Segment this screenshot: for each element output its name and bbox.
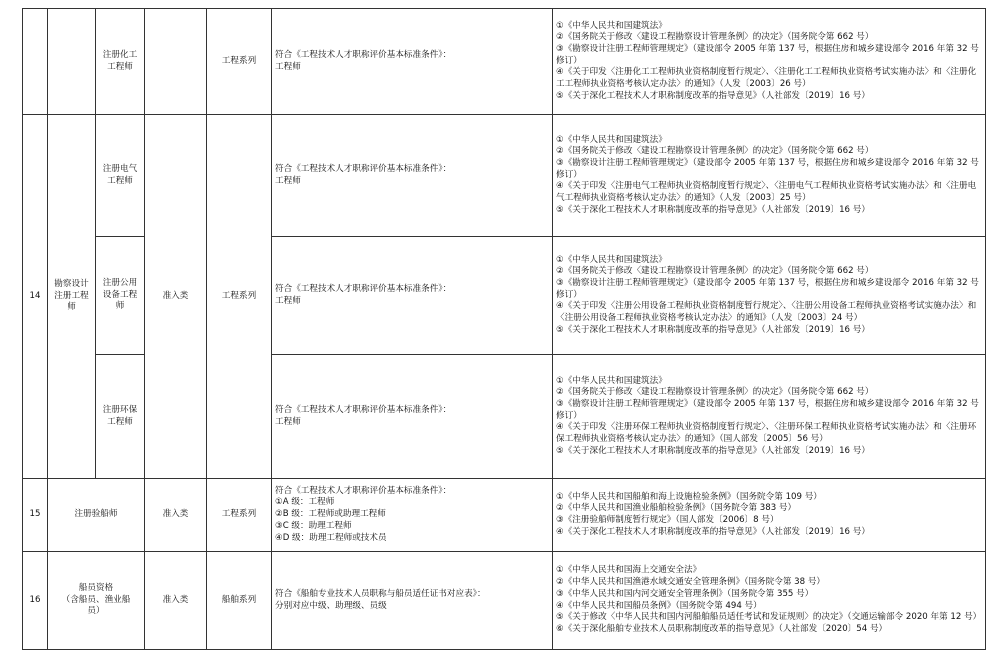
- basis-item: ②《国务院关于修改〈建设工程勘察设计管理条例〉的决定》（国务院令第 662 号）: [556, 387, 874, 398]
- category-cell: [145, 552, 207, 650]
- basis-item: ③《勘察设计注册工程师管理规定》（建设部令 2005 年第 137 号，根据住房和城乡建设部令 2016 年第 32 号修订）: [556, 43, 979, 66]
- qualification-cell: [272, 355, 553, 479]
- qualification-line: 符合《工程技术人才职称评价基本标准条件》：: [275, 283, 452, 294]
- basis-cell: [553, 9, 986, 115]
- basis-item: ③《中华人民共和国内河交通安全管理条例》（国务院令第 355 号）: [556, 588, 814, 599]
- basis-cell: [553, 355, 986, 479]
- basis-item: ②《国务院关于修改〈建设工程勘察设计管理条例〉的决定》（国务院令第 662 号）: [556, 146, 874, 157]
- sub-qualification-cell: [96, 237, 145, 355]
- basis-item: ①《中华人民共和国建筑法》: [556, 375, 667, 386]
- sub-qualification-cell: [96, 355, 145, 479]
- category-label: 准入类: [162, 509, 189, 520]
- qualification-cell: [272, 479, 553, 552]
- row-number-cell: [23, 115, 48, 479]
- basis-item: ②《国务院关于修改〈建设工程勘察设计管理条例〉的决定》（国务院令第 662 号）: [556, 32, 874, 43]
- qualification-name-cell: [48, 479, 145, 552]
- table-row: [23, 115, 986, 237]
- basis-item: ④《关于印发〈注册电气工程师执业资格制度暂行规定〉、〈注册电气工程师执业资格考试实施办法〉和〈注册电气工程师执业资格考核认定办法〉的通知》（人发〔2003〕25 号）: [556, 181, 977, 204]
- category-label: 准入类: [162, 290, 189, 301]
- qualification-line: ④D 级：助理工程师或技术员: [275, 532, 387, 543]
- qualification-line: 分别对应中级、助理级、员级: [275, 600, 387, 611]
- qualification-line: 符合《船舶专业技术人员职称与船员适任证书对应表》：: [275, 588, 486, 599]
- basis-item: ①《中华人民共和国建筑法》: [556, 254, 667, 265]
- basis-item: ⑤《关于深化工程技术人才职称制度改革的指导意见》（人社部发〔2019〕16 号）: [556, 445, 870, 456]
- basis-item: ②《中华人民共和国渔港水域交通安全管理条例》（国务院令第 38 号）: [556, 577, 826, 588]
- sub-qualification-cell: [96, 115, 145, 237]
- basis-cell: [553, 479, 986, 552]
- qualification-cell: [272, 237, 553, 355]
- qualification-name: 船员资格 （含船员、渔业船 员）: [61, 582, 131, 617]
- category-cell: [145, 115, 207, 479]
- qualification-cell: [272, 552, 553, 650]
- qualification-line: 符合《工程技术人才职称评价基本标准条件》：: [275, 163, 452, 174]
- row-number-cell: [23, 9, 48, 115]
- basis-item: ③《注册验船师制度暂行规定》（国人部发〔2006〕8 号）: [556, 515, 779, 525]
- basis-cell: [553, 237, 986, 355]
- basis-item: ③《勘察设计注册工程师管理规定》（建设部令 2005 年第 137 号，根据住房和城乡建设部令 2016 年第 32 号修订）: [556, 277, 979, 300]
- sub-qualification-cell: [96, 9, 145, 115]
- sub-qualification-label: 注册环保 工程师: [102, 404, 138, 427]
- series-label: 工程系列: [221, 509, 257, 520]
- row-number-cell: [23, 552, 48, 650]
- qualification-line: ③C 级：助理工程师: [275, 520, 352, 531]
- series-label: 船舶系列: [221, 594, 257, 605]
- qualification-cell: [272, 115, 553, 237]
- series-cell: [207, 115, 272, 479]
- category-cell: [145, 479, 207, 552]
- category-label: 准入类: [162, 594, 189, 605]
- qualification-name-cell: [48, 9, 96, 115]
- table-row: [23, 479, 986, 552]
- qualification-cell: [272, 9, 553, 115]
- table-row: [23, 9, 986, 115]
- series-label: 工程系列: [221, 290, 257, 301]
- basis-item: ①《中华人民共和国建筑法》: [556, 20, 667, 31]
- qualification-line: 工程师: [275, 61, 301, 72]
- qualification-name-cell: [48, 552, 145, 650]
- basis-item: ⑥《关于深化船舶专业技术人员职称制度改革的指导意见》（人社部发〔2020〕54 号）: [556, 623, 888, 634]
- qualification-line: 符合《工程技术人才职称评价基本标准条件》：: [275, 49, 452, 60]
- basis-item: ①《中华人民共和国船舶和海上设施检验条例》（国务院令第 109 号）: [556, 491, 822, 502]
- row-number: 14: [29, 290, 41, 301]
- basis-item: ④《中华人民共和国船员条例》（国务院令第 494 号）: [556, 600, 762, 611]
- basis-item: ④《关于印发〈注册环保工程师执业资格制度暂行规定〉、〈注册环保工程师执业资格考试实施办法〉和〈注册环保工程师执业资格考核认定办法〉的通知》（国人部发〔2005〕56 号）: [556, 422, 977, 445]
- basis-item: ③《勘察设计注册工程师管理规定》（建设部令 2005 年第 137 号，根据住房和城乡建设部令 2016 年第 32 号修订）: [556, 398, 979, 421]
- table-row: [23, 552, 986, 650]
- sub-qualification-label: 注册化工 工程师: [102, 49, 138, 72]
- series-cell: [207, 552, 272, 650]
- basis-item: ②《国务院关于修改〈建设工程勘察设计管理条例〉的决定》（国务院令第 662 号）: [556, 266, 874, 277]
- basis-cell: [553, 115, 986, 237]
- series-label: 工程系列: [221, 55, 257, 66]
- qualification-line: ①A 级：工程师: [275, 497, 335, 508]
- row-number-cell: [23, 479, 48, 552]
- basis-item: ④《关于印发〈注册化工工程师执业资格制度暂行规定〉、〈注册化工工程师执业资格考试实施办法〉和〈注册化工工程师执业资格考核认定办法〉的通知》（人发〔2003〕26 号）: [556, 67, 977, 90]
- qualification-line: 符合《工程技术人才职称评价基本标准条件》：: [275, 485, 452, 496]
- row-number: 16: [29, 594, 41, 605]
- basis-item: ④《关于印发〈注册公用设备工程师执业资格制度暂行规定〉、〈注册公用设备工程师执业资格考试实施办法〉和〈注册公用设备工程师执业资格考核认定办法〉的通知》（人发〔2003〕24 号）: [556, 301, 977, 324]
- basis-item: ①《中华人民共和国海上交通安全法》: [556, 565, 702, 576]
- basis-item: ⑤《关于深化工程技术人才职称制度改革的指导意见》（人社部发〔2019〕16 号）: [556, 324, 870, 335]
- sub-qualification-label: 注册电气 工程师: [102, 163, 138, 186]
- row-number: 15: [29, 509, 41, 520]
- basis-item: ①《中华人民共和国建筑法》: [556, 134, 667, 145]
- category-cell: [145, 9, 207, 115]
- basis-item: ④《关于深化工程技术人才职称制度改革的指导意见》（人社部发〔2019〕16 号）: [556, 526, 870, 537]
- series-cell: [207, 9, 272, 115]
- basis-item: ②《中华人民共和国渔业船舶检验条例》（国务院令第 383 号）: [556, 503, 797, 514]
- series-cell: [207, 479, 272, 552]
- basis-item: ⑤《关于修改〈中华人民共和国内河船舶船员适任考试和发证规则〉的决定》（交通运输部令 2020 年第 12 号）: [556, 612, 982, 623]
- qualification-line: 工程师: [275, 295, 301, 306]
- qualification-line: 工程师: [275, 416, 301, 427]
- basis-cell: [553, 552, 986, 650]
- basis-item: ③《勘察设计注册工程师管理规定》（建设部令 2005 年第 137 号，根据住房和城乡建设部令 2016 年第 32 号修订）: [556, 157, 979, 180]
- basis-item: ⑤《关于深化工程技术人才职称制度改革的指导意见》（人社部发〔2019〕16 号）: [556, 204, 870, 215]
- basis-item: ⑤《关于深化工程技术人才职称制度改革的指导意见》（人社部发〔2019〕16 号）: [556, 90, 870, 101]
- qualification-line: ②B 级：工程师或助理工程师: [275, 509, 386, 520]
- qualification-table: [22, 8, 986, 650]
- qualification-line: 符合《工程技术人才职称评价基本标准条件》：: [275, 404, 452, 415]
- qualification-line: 工程师: [275, 175, 301, 186]
- sub-qualification-label: 注册公用 设备工程 师: [102, 277, 138, 312]
- qualification-name: 勘察设计 注册工程 师: [54, 278, 89, 313]
- qualification-name: 注册验船师: [74, 509, 118, 520]
- qualification-name-cell: [48, 115, 96, 479]
